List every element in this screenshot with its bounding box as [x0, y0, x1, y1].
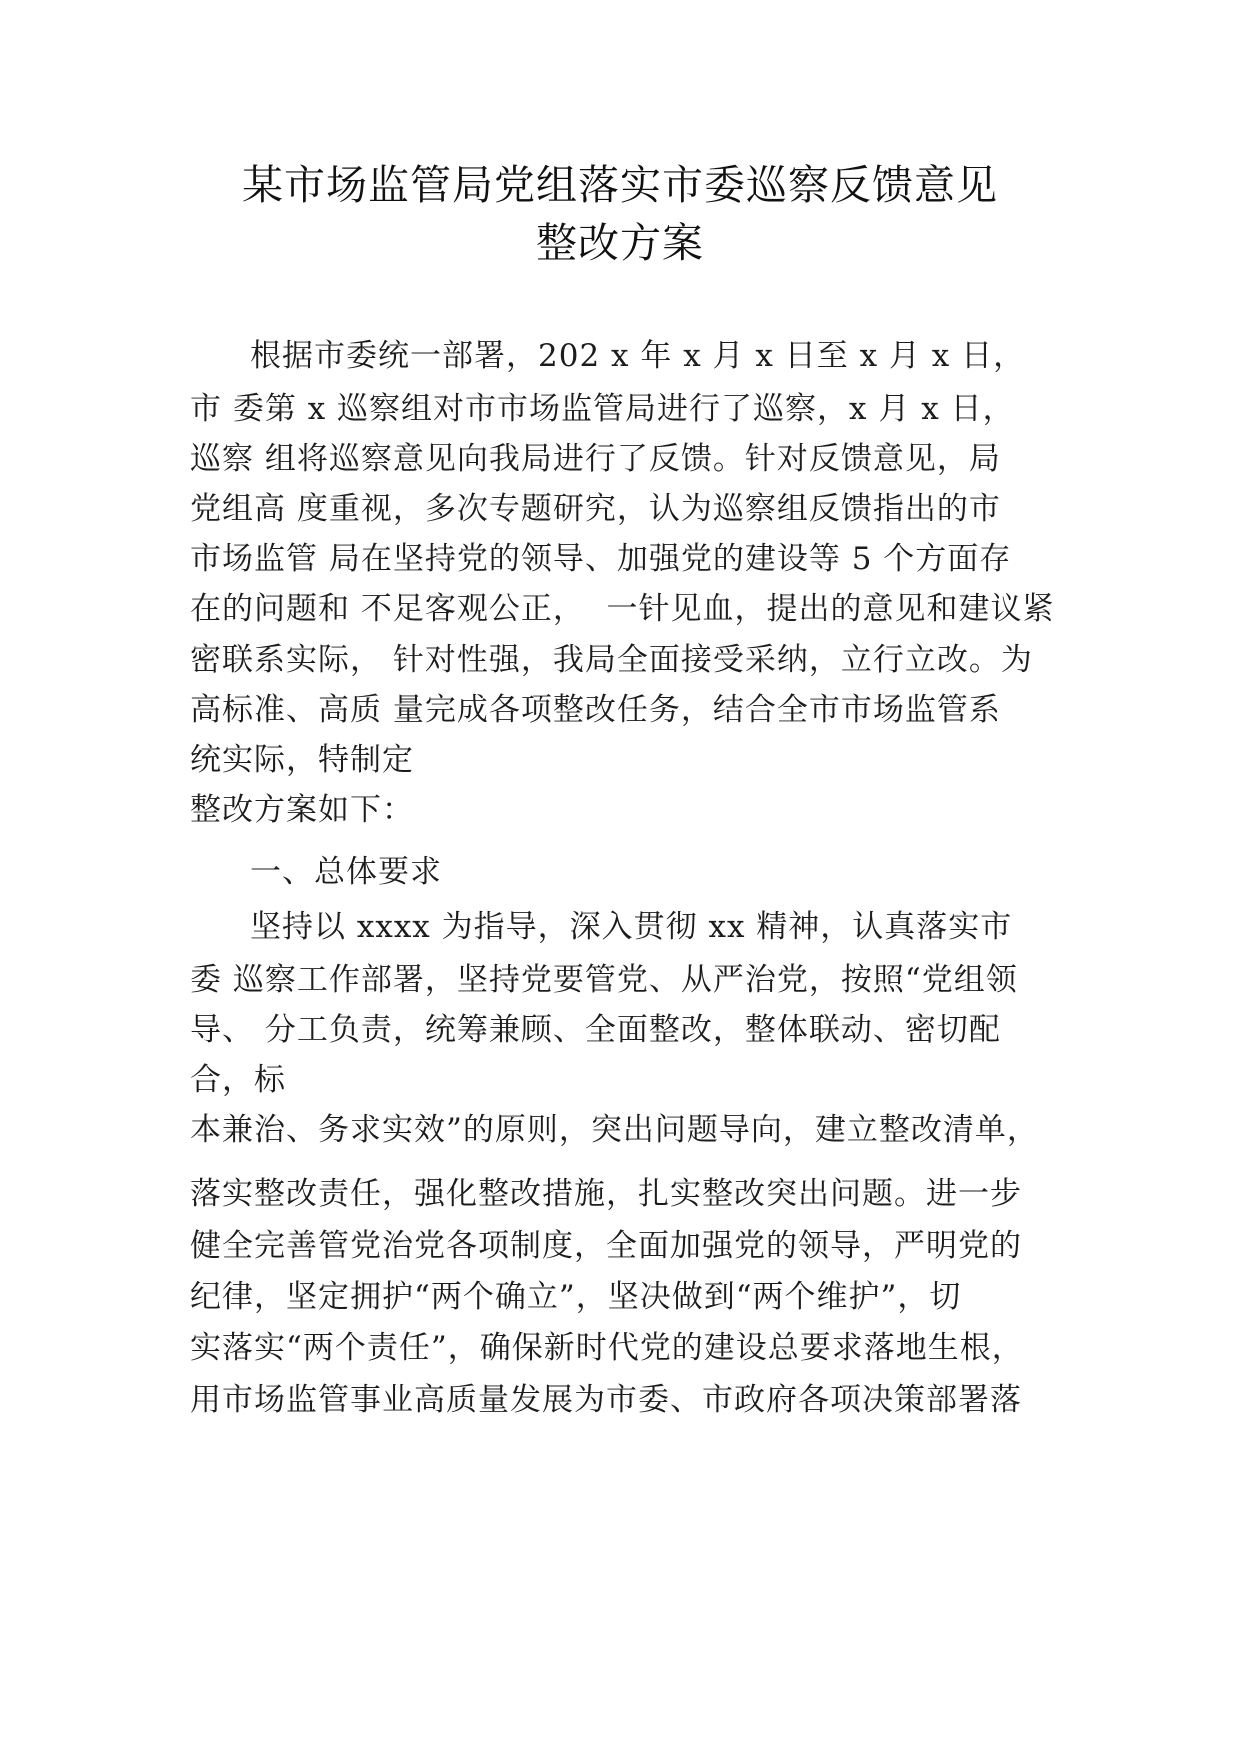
- body-line: 落实整改责任，强化整改措施，扎实整改突出问题。进一步: [190, 1176, 1022, 1212]
- body-line: 统实际，特制定: [190, 742, 414, 778]
- body-line: 纪律，坚定拥护“两个确立”，坚决做到“两个维护”，切: [190, 1279, 962, 1315]
- body-line: 健全完善管党治党各项制度，全面加强党的领导，严明党的: [190, 1228, 1022, 1264]
- document-title-line-1: 某市场监管局党组落实市委巡察反馈意见: [242, 161, 998, 209]
- body-line: 委 巡察工作部署，坚持党要管党、从严治党，按照“党组领: [190, 962, 1018, 998]
- body-line: 导、 分工负责，统筹兼顾、全面整改，整体联动、密切配: [190, 1012, 1001, 1048]
- body-line: 市 委第 x 巡察组对市市场监管局进行了巡察，x 月 x 日，: [190, 391, 1015, 427]
- body-line: 用市场监管事业高质量发展为市委、市政府各项决策部署落: [190, 1382, 1022, 1418]
- body-line: 市场监管 局在坚持党的领导、加强党的建设等 5 个方面存: [190, 541, 1012, 577]
- body-line: 实落实“两个责任”，确保新时代党的建设总要求落地生根，: [190, 1330, 1024, 1366]
- body-line: 在的问题和 不足客观公正， 一针见血，提出的意见和建议紧: [190, 591, 1055, 627]
- body-line: 密联系实际， 针对性强，我局全面接受采纳，立行立改。为: [190, 642, 1033, 678]
- section-heading: 一、总体要求: [250, 854, 442, 890]
- body-line: 整改方案如下：: [190, 792, 414, 828]
- document-title-line-2: 整改方案: [536, 219, 704, 267]
- body-line: 党组高 度重视，多次专题研究，认为巡察组反馈指出的市: [190, 491, 1001, 527]
- body-line: 高标准、高质 量完成各项整改任务，结合全市市场监管系: [190, 692, 1001, 728]
- body-line: 坚持以 xxxx 为指导，深入贯彻 xx 精神，认真落实市: [250, 909, 1013, 945]
- body-line: 本兼治、务求实效”的原则，突出问题导向，建立整改清单，: [190, 1112, 1039, 1148]
- body-line: 巡察 组将巡察意见向我局进行了反馈。针对反馈意见，局: [190, 441, 1001, 477]
- body-line: 合，标: [190, 1062, 286, 1098]
- body-line: 根据市委统一部署，202 x 年 x 月 x 日至 x 月 x 日，: [250, 338, 1026, 374]
